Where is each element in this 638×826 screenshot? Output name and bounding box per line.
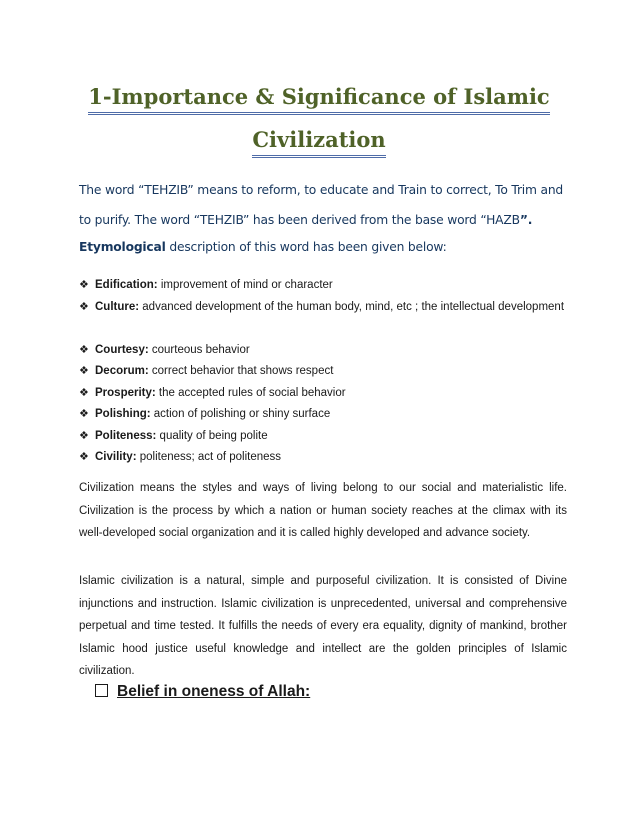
intro-line-2-text: to purify. The word “TEHZIB” has been derived from the base word “HAZB [79, 213, 520, 227]
intro-line-1: The word “TEHZIB” means to reform, to educate and Train to correct, To Trim and [79, 183, 564, 197]
section-heading [95, 683, 310, 701]
intro-line-3 [79, 240, 579, 254]
definition-term: Politeness: [95, 429, 157, 442]
list-item [79, 340, 579, 362]
diamond-bullet-icon: ❖ [79, 279, 89, 291]
definition-desc: advanced development of the human body, mind, etc ; the intellectual development [139, 300, 565, 313]
diamond-bullet-icon: ❖ [79, 300, 89, 313]
diamond-bullet-icon: ❖ [79, 386, 89, 399]
definition-desc: improvement of mind or character [157, 279, 333, 291]
definition-desc: action of polishing or shiny surface [150, 408, 331, 420]
page-title-text-1: 1-Importance & Significance of Islamic [88, 84, 549, 115]
paragraph-islamic-civilization: Islamic civilization is a natural, simple and purposeful civilization. It is consisted of Divine injunctions and instruction. Islamic civilization is unprecedented, universal and comprehensive perpetual and time tested. It fulfills the needs of every era equality, dignity of mankind, brother Islamic hood justice useful knowledge and intellect are the golden principles of Islamic civilization. [79, 575, 567, 678]
list-item [79, 361, 579, 383]
page-title-line-1 [70, 84, 568, 115]
list-item [79, 404, 579, 426]
checkbox-bullet-icon [95, 684, 108, 697]
definition-desc: correct behavior that shows respect [148, 365, 334, 377]
definition-term: Courtesy: [95, 343, 149, 356]
definition-desc: quality of being polite [156, 429, 268, 442]
list-item [79, 426, 579, 448]
section-heading-label: Belief in oneness of Allah: [117, 683, 311, 700]
definition-term: Prosperity: [95, 386, 156, 399]
diamond-bullet-icon: ❖ [79, 343, 89, 356]
definition-term: Civility: [95, 451, 137, 463]
page-title-text-2: Civilization [252, 127, 385, 158]
diamond-bullet-icon: ❖ [79, 451, 89, 463]
page-title-line-2 [70, 127, 568, 158]
list-item [79, 297, 579, 340]
definition-list [79, 275, 579, 469]
intro-line-3-text: description of this word has been given below: [165, 240, 447, 254]
intro-line-2-end: ”. [519, 213, 533, 227]
paragraph-civilization: Civilization means the styles and ways of living belong to our social and materialistic life. Civilization is the process by which a nation or human society reaches at the climax with its well-developed social organization and it is called highly developed and advance society. [79, 482, 567, 540]
list-item [79, 275, 579, 297]
definition-desc: courteous behavior [148, 343, 250, 356]
definition-desc: the accepted rules of social behavior [155, 386, 346, 399]
definition-term: Decorum: [95, 365, 149, 377]
definition-term: Culture: [95, 300, 140, 313]
definition-term: Polishing: [95, 408, 151, 420]
intro-line-2 [79, 213, 579, 227]
diamond-bullet-icon: ❖ [79, 365, 89, 377]
diamond-bullet-icon: ❖ [79, 408, 89, 420]
definition-term: Edification: [95, 279, 158, 291]
etymological-term: Etymological [79, 240, 166, 254]
definition-desc: politeness; act of politeness [136, 451, 282, 463]
diamond-bullet-icon: ❖ [79, 429, 89, 442]
list-item [79, 447, 579, 469]
list-item [79, 383, 579, 405]
